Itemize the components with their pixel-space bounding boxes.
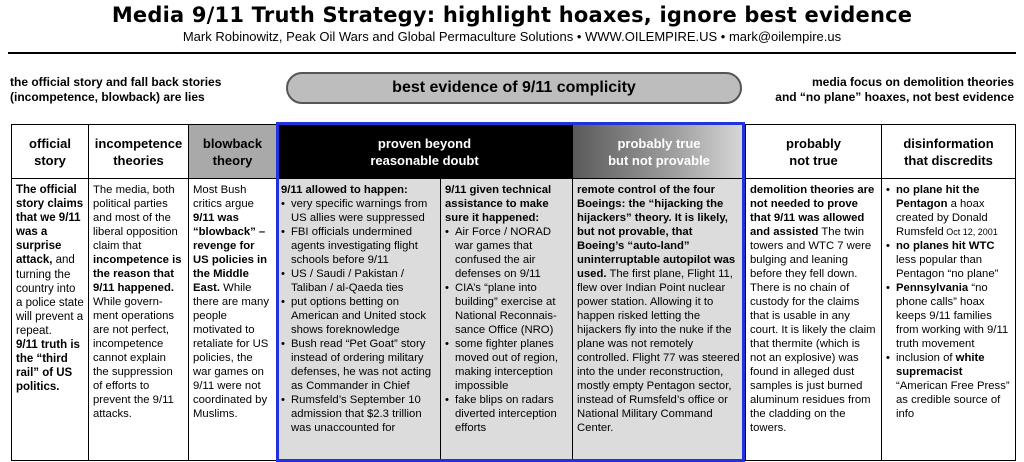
header-incompetence-line2: theories	[113, 152, 164, 168]
remote-control-claim: remote control of the four Boeings: the “hijacking the hijackers” theory. It is likely, but not provable, that Boeing’s “auto-land” uninterruptable autopilot was used.	[577, 184, 736, 280]
list-item	[886, 183, 1011, 239]
header-not-true-line2: not true	[789, 152, 838, 168]
disinfo-item-date: Oct 12, 2001	[943, 227, 998, 237]
blowback-intro: Most Bush critics argue	[193, 184, 254, 210]
list-item	[886, 351, 1011, 421]
incompetence-intro: The media, both political parties and most of the liberal opposition claim that	[93, 184, 178, 252]
header-official-line2: story	[34, 152, 66, 168]
list-item: • US / Saudi / Pakistan / Taliban / al-Qaeda ties	[281, 267, 436, 295]
disinfo-item-text: “no phone calls” hoax keeps 9/11 families from working with 9/11 truth movement	[896, 282, 1009, 350]
list-item: • FBI officials undermined agents investigating flight schools before 9/11	[281, 225, 436, 267]
list-item: • fake blips on radars diverted interception efforts	[445, 393, 568, 435]
demolition-details: The twin towers and WTC 7 were bulging and leaning before they fell down. There is no chain of custody for the claims that is usable in any court. It is likely the claim that thermite (which is not an explosive) was found in alleged dust samples is just burned aluminum residues from the cladding on the towers.	[750, 226, 876, 434]
header-probably-not-true	[745, 124, 881, 179]
disinfo-item-pre: inclusion of	[896, 352, 956, 364]
blowback-cell	[188, 179, 276, 461]
allowed-to-happen-cell	[276, 179, 440, 461]
header-probably-true-line2: but not provable	[608, 152, 710, 168]
list-item: • some fighter planes moved out of region, making interception impossible	[445, 337, 568, 393]
disinfo-item-text: a hoax created by Donald Rumsfeld	[896, 198, 988, 238]
disinfo-item-bold: no plane hit the Pentagon	[896, 184, 980, 210]
header-incompetence	[88, 124, 188, 179]
page-subtitle: Mark Robinowitz, Peak Oil Wars and Global Permaculture Solutions • WWW.OILEMPIRE.US • mark@oilempire.us	[182, 29, 842, 44]
list-item: • Rumsfeld’s September 10 admission that $2.3 trillion was unaccounted for	[281, 393, 436, 435]
header-blowback	[188, 124, 276, 179]
official-story-cell	[11, 179, 88, 461]
list-item	[886, 281, 1011, 351]
left-note-line2: (incompetence, blowback) are lies	[10, 90, 205, 104]
blowback-claim: 9/11 was “blowback” – revenge for US policies in the Middle East.	[193, 212, 268, 294]
best-evidence-banner: best evidence of 9/11 complicity	[286, 72, 742, 104]
incompetence-claim: incompetence is the reason that 9/11 happened.	[93, 254, 182, 294]
list-item	[886, 239, 1011, 281]
header-probably-true-line1: probably true	[617, 135, 701, 151]
header-incompetence-line1: incompetence	[94, 135, 183, 151]
header-official-story	[11, 124, 88, 179]
right-note-line2: and “no plane” hoaxes, not best evidence	[775, 90, 1014, 104]
disinfo-item-text: “American Free Press” as credible source of info	[896, 380, 1010, 420]
demolition-claim: demolition theories are not needed to prove that 9/11 was allowed and assisted	[750, 184, 875, 238]
header-proven	[276, 124, 572, 179]
official-claim: The official story claims that we 9/11 was a surprise attack,	[16, 184, 84, 267]
official-police-state: and turning the country into a police state will prevent a repeat.	[16, 254, 84, 337]
disinformation-cell	[881, 179, 1016, 461]
list-item: • CIA’s “plane into building” exercise at National Reconnais-sance Office (NRO)	[445, 281, 568, 337]
header-blowback-line2: theory	[212, 152, 253, 168]
list-item: • very specific warnings from US allies were suppressed	[281, 197, 436, 225]
list-item: • Air Force / NORAD war games that confused the air defenses on 9/11	[445, 225, 568, 281]
disinfo-item-text: less popular than Pentagon “no plane”	[896, 254, 999, 280]
incompetence-cell	[88, 179, 188, 461]
allowed-title: 9/11 allowed to happen:	[281, 184, 408, 196]
assistance-list	[445, 225, 568, 435]
header-official-line1: official	[29, 135, 71, 151]
probably-not-true-cell	[745, 179, 881, 461]
header-disinfo-line1: disinformation	[903, 135, 994, 151]
header-disinfo-line2: that discredits	[904, 152, 993, 168]
disinfo-item-bold: no planes hit WTC	[896, 240, 995, 252]
technical-assistance-cell	[440, 179, 572, 461]
header-proven-line1: proven beyond	[377, 135, 472, 151]
probably-true-cell	[572, 179, 745, 461]
disinfo-list	[886, 183, 1011, 421]
allowed-list	[281, 197, 436, 435]
right-note	[724, 75, 1014, 105]
header-blowback-line1: blowback	[202, 135, 263, 151]
list-item: • put options betting on American and United stock shows foreknowledge	[281, 295, 436, 337]
header-proven-line2: reasonable doubt	[370, 152, 479, 168]
incompetence-rebuttal: While govern-ment operations are not perfect, incompetence cannot explain the suppression of efforts to prevent the 9/11 attacks.	[93, 296, 175, 420]
assistance-title: 9/11 given technical assistance to make sure it happened:	[445, 184, 552, 224]
left-note-line1: the official story and fall back stories	[10, 75, 222, 89]
right-note-line1: media focus on demolition theories	[811, 75, 1014, 89]
page-title: Media 9/11 Truth Strategy: highlight hoaxes, ignore best evidence	[111, 3, 913, 27]
header-disinformation	[881, 124, 1016, 179]
left-note	[10, 75, 280, 105]
header-probably-true	[572, 124, 745, 179]
disinfo-item-bold: white supremacist	[896, 352, 985, 378]
comparison-table	[11, 124, 1016, 461]
remote-control-details: The first plane, Flight 11, flew over Indian Point nuclear power station. Allowing it to happen risked letting the hijackers fly into the nuke if the plane was not remotely controlled. Flight 77 was steered into the under reconstruction, mostly empty Pentagon sector, instead of Rumsfeld’s office or National Military Command Center.	[577, 268, 740, 434]
disinfo-item-bold: Pennsylvania	[896, 282, 969, 294]
header-not-true-line1: probably	[786, 135, 841, 151]
blowback-rebuttal: While there are many people motivated to retaliate for US policies, the war games on 9/11 were not coordinated by Muslims.	[193, 282, 269, 420]
list-item: • Bush read “Pet Goat” story instead of ordering military defenses, he was not acting as Commander in Chief	[281, 337, 436, 393]
official-third-rail: 9/11 truth is the “third rail” of US politics.	[16, 339, 80, 394]
title-divider	[8, 52, 1016, 54]
